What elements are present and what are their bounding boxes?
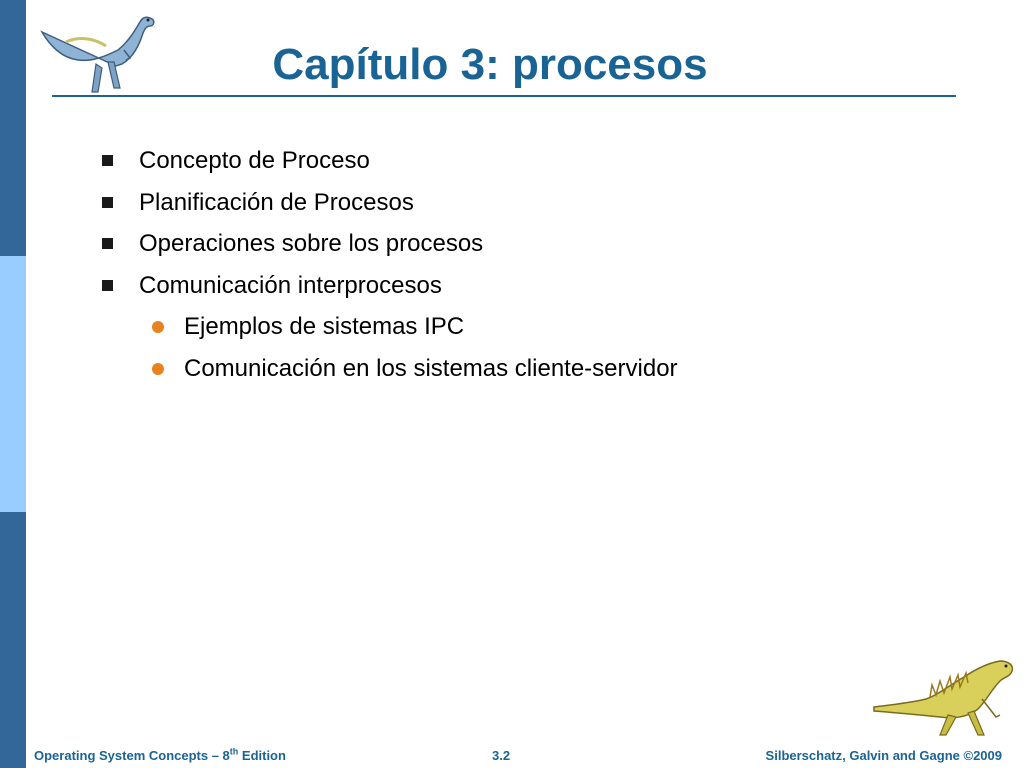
bullet-list bbox=[100, 142, 980, 392]
bullet-text: Ejemplos de sistemas IPC bbox=[184, 313, 465, 341]
title-underline bbox=[52, 95, 956, 97]
bullet-text: Comunicación interprocesos bbox=[139, 271, 442, 299]
footer-edition-label: Edition bbox=[238, 748, 286, 763]
square-bullet-icon bbox=[102, 155, 113, 166]
list-item bbox=[100, 308, 980, 350]
bullet-text: Planificación de Procesos bbox=[139, 188, 414, 216]
list-item bbox=[100, 225, 980, 267]
list-item bbox=[100, 142, 980, 184]
square-bullet-icon bbox=[102, 238, 113, 249]
bullet-text: Comunicación en los sistemas cliente-servidor bbox=[184, 354, 678, 382]
page-number: 3.2 bbox=[492, 748, 511, 763]
footer-edition-superscript: th bbox=[229, 746, 239, 757]
footer-book-title bbox=[34, 748, 286, 764]
dinosaur-illustration-icon bbox=[36, 6, 158, 98]
dinosaur-illustration-icon bbox=[870, 655, 1020, 740]
square-bullet-icon bbox=[102, 197, 113, 208]
bullet-text: Operaciones sobre los procesos bbox=[139, 230, 484, 258]
sidebar-segment-bottom bbox=[0, 512, 26, 768]
footer-authors: Silberschatz, Galvin and Gagne ©2009 bbox=[765, 748, 1002, 763]
bullet-text: Concepto de Proceso bbox=[139, 147, 370, 174]
circle-bullet-icon bbox=[152, 363, 164, 375]
list-item bbox=[100, 184, 980, 226]
footer-book-title-main: Operating System Concepts – 8 bbox=[34, 748, 230, 763]
slide-title: Capítulo 3: procesos bbox=[272, 40, 708, 89]
sidebar-segment-middle bbox=[0, 256, 26, 512]
square-bullet-icon bbox=[102, 280, 113, 291]
left-sidebar-band bbox=[0, 0, 26, 768]
list-item bbox=[100, 350, 980, 392]
sidebar-segment-top bbox=[0, 0, 26, 256]
list-item bbox=[100, 267, 980, 309]
circle-bullet-icon bbox=[152, 321, 164, 333]
